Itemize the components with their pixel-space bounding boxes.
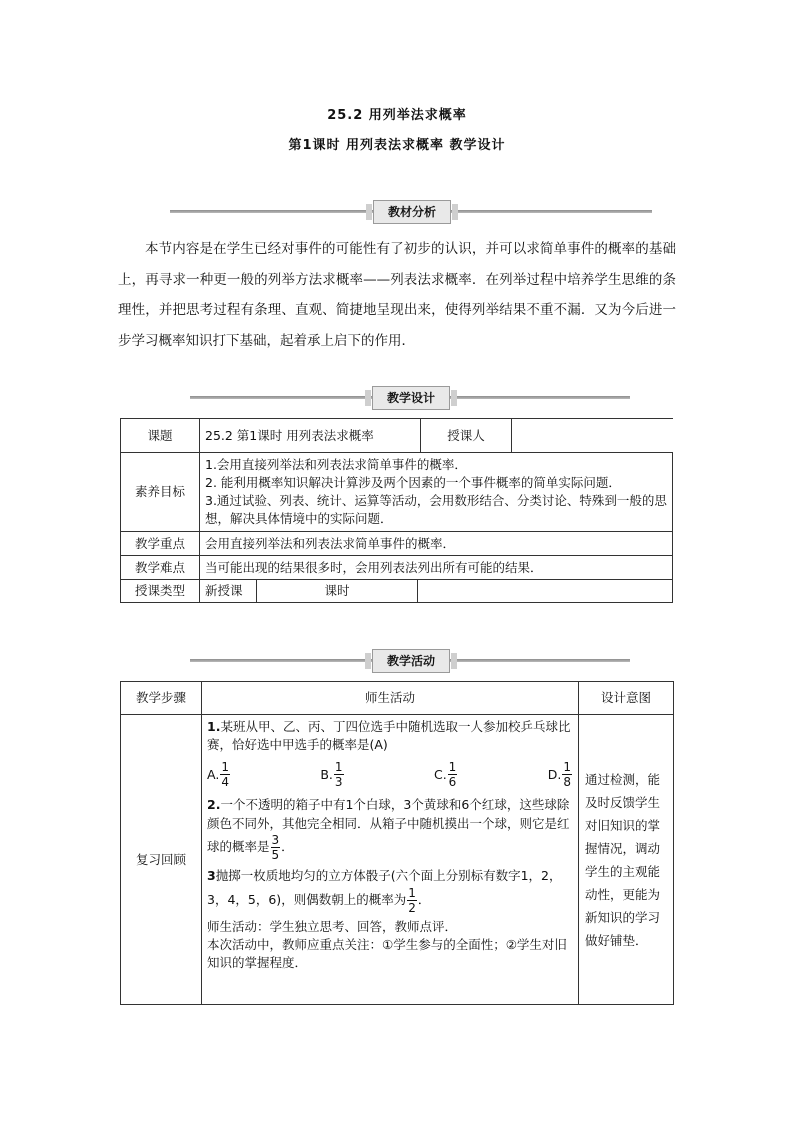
fraction: $\frac{1}{8}$ [563, 760, 571, 789]
document-title: 25.2 用列举法求概率 [327, 108, 467, 123]
goals-label: 素养目标 [121, 453, 200, 532]
fraction: $\frac{3}{5}$ [271, 833, 280, 862]
table-row [121, 556, 673, 580]
difficulty-label: 教学难点 [121, 556, 200, 580]
type-label: 授课类型 [121, 580, 200, 603]
question-text: 一个不透明的箱子中有1个白球，3个黄球和6个红球，这些球除颜色不同外，其他完全相同．从箱子中随机摸出一个球，则它是红球的概率是 [207, 797, 570, 854]
fraction: $\frac{1}{6}$ [448, 760, 457, 789]
design-table [120, 418, 673, 603]
type-row [200, 580, 673, 603]
key-value: 会用直接列举法和列表法求简单事件的概率． [200, 532, 673, 556]
option-b [320, 760, 344, 789]
topic-label: 课题 [121, 419, 200, 453]
option-letter: D. [547, 766, 562, 782]
activity-line: 师生活动：学生独立思考、回答，教师点评． [207, 919, 458, 934]
goals-cell [200, 453, 673, 532]
step-cell: 复习回顾 [121, 715, 202, 1005]
period-label: 课时 [257, 580, 418, 602]
section-badge: 教材分析 [373, 200, 451, 224]
table-row [121, 453, 673, 532]
column-header-activity: 师生活动 [202, 682, 579, 715]
table-row [121, 419, 673, 453]
section-badge: 教学活动 [372, 649, 450, 673]
goal-item: 2. 能利用概率知识解决计算涉及两个因素的一个事件概率的简单实际问题． [205, 475, 621, 490]
option-a [207, 760, 231, 789]
question-number: 3 [207, 868, 216, 883]
fraction: $\frac{1}{3}$ [334, 760, 343, 789]
option-d [548, 760, 573, 789]
analysis-paragraph [118, 234, 676, 356]
section-header-design [190, 386, 630, 410]
table-row [121, 580, 673, 603]
option-letter: B. [320, 766, 333, 782]
analysis-text: 本节内容是在学生已经对事件的可能性有了初步的认识，并可以求简单事件的概率的基础上，再寻求一种更一般的列举方法求概率——列表法求概率．在列举过程中培养学生思维的条理性，并把思考过程有条理、直观、简捷地呈现出来，使得列举结果不重不漏．又为今后进一步学习概率知识打下基础，起着承上启下的作用． [118, 241, 676, 349]
section-header-activity [190, 649, 630, 673]
teacher-value [512, 419, 673, 453]
question-3: 3抛掷一枚质地均匀的立方体骰子(六个面上分别标有数字1，2，3，4，5，6)，则偶数朝上的概率为 $\frac{1}{2}$ ． [207, 868, 562, 915]
option-letter: C. [433, 766, 447, 782]
document-subtitle: 第1课时 用列表法求概率 教学设计 [288, 138, 506, 153]
question-text: 抛掷一枚质地均匀的立方体骰子(六个面上分别标有数字1，2，3，4，5，6)，则偶数朝上的概率为 [207, 868, 562, 907]
type-value: 新授课 [200, 580, 257, 602]
section-badge: 教学设计 [372, 386, 450, 410]
activity-table [120, 681, 674, 1005]
table-row [121, 715, 674, 1005]
option-letter: A. [207, 766, 220, 782]
question-number: 1. [207, 719, 221, 734]
section-header-analysis [170, 200, 652, 224]
period-value [418, 580, 672, 602]
question-text: 某班从甲、乙、丙、丁四位选手中随机选取一人参加校乒乓球比赛，恰好选中甲选手的概率是(A) [207, 719, 571, 752]
question-1 [207, 718, 573, 754]
intent-cell: 通过检测，能及时反馈学生对旧知识的掌握情况，调动学生的主观能动性，更能为新知识的学习做好铺垫． [579, 715, 674, 1005]
fraction: $\frac{1}{4}$ [221, 760, 229, 789]
focus-line: 本次活动中，教师应重点关注：①学生参与的全面性；②学生对旧知识的掌握程度． [207, 937, 567, 970]
table-row [121, 532, 673, 556]
topic-value: 25.2 第1课时 用列表法求概率 [200, 419, 421, 453]
activity-cell [202, 715, 579, 1005]
difficulty-value: 当可能出现的结果很多时，会用列表法列出所有可能的结果． [200, 556, 673, 580]
question-2: 2.一个不透明的箱子中有1个白球，3个黄球和6个红球，这些球除颜色不同外，其他完全相同．从箱子中随机摸出一个球，则它是红球的概率是 $\frac{3}{5}$ ． [207, 797, 570, 862]
option-c [434, 760, 458, 789]
teacher-label: 授课人 [421, 419, 512, 453]
answer-options [207, 760, 573, 789]
table-header-row [121, 682, 674, 715]
column-header-step: 教学步骤 [121, 682, 202, 715]
goal-item: 1.会用直接列举法和列表法求简单事件的概率． [205, 457, 467, 472]
key-label: 教学重点 [121, 532, 200, 556]
question-number: 2. [207, 797, 221, 812]
goal-item: 3.通过试验、列表、统计、运算等活动，会用数形结合、分类讨论、特殊到一般的思想，解决具体情境中的实际问题． [205, 493, 667, 526]
column-header-intent: 设计意图 [579, 682, 674, 715]
fraction: $\frac{1}{2}$ [408, 886, 416, 915]
